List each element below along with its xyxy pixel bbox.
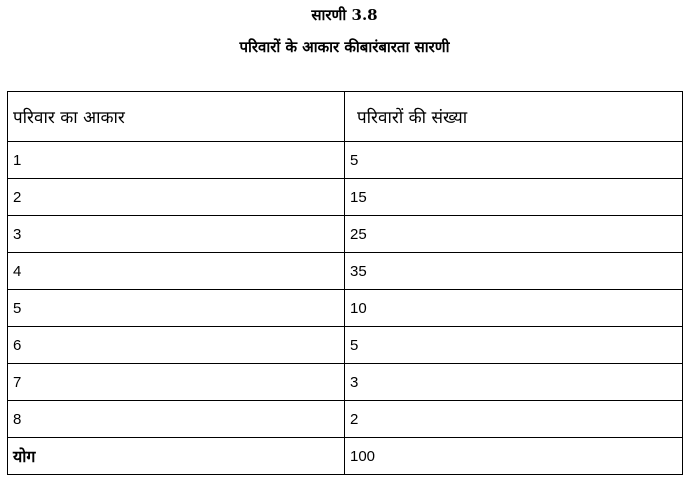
total-label: योग — [8, 438, 345, 475]
family-count-cell: 35 — [345, 253, 683, 290]
table-number: सारणी 3.8 — [311, 6, 378, 24]
table-title: परिवारों के आकार कीबारंबारता सारणी — [239, 38, 450, 56]
table-row — [8, 253, 683, 290]
family-count-cell: 2 — [345, 401, 683, 438]
family-size-cell: 7 — [8, 364, 345, 401]
total-value: 100 — [345, 438, 683, 475]
family-count-cell: 10 — [345, 290, 683, 327]
family-size-cell: 2 — [8, 179, 345, 216]
family-size-cell: 5 — [8, 290, 345, 327]
family-count-cell: 3 — [345, 364, 683, 401]
frequency-table — [7, 91, 683, 475]
family-size-cell: 6 — [8, 327, 345, 364]
header-family-count: परिवारों की संख्या — [345, 92, 683, 142]
table-row — [8, 179, 683, 216]
family-size-cell: 8 — [8, 401, 345, 438]
family-size-cell: 3 — [8, 216, 345, 253]
family-size-cell: 4 — [8, 253, 345, 290]
table-row — [8, 364, 683, 401]
table-header-row — [8, 92, 683, 142]
family-size-cell: 1 — [8, 142, 345, 179]
family-count-cell: 5 — [345, 142, 683, 179]
table-row — [8, 327, 683, 364]
family-count-cell: 25 — [345, 216, 683, 253]
header-family-size: परिवार का आकार — [8, 92, 345, 142]
table-row — [8, 216, 683, 253]
family-count-cell: 15 — [345, 179, 683, 216]
table-row — [8, 401, 683, 438]
family-count-cell: 5 — [345, 327, 683, 364]
total-row — [8, 438, 683, 475]
table-row — [8, 142, 683, 179]
table-row — [8, 290, 683, 327]
